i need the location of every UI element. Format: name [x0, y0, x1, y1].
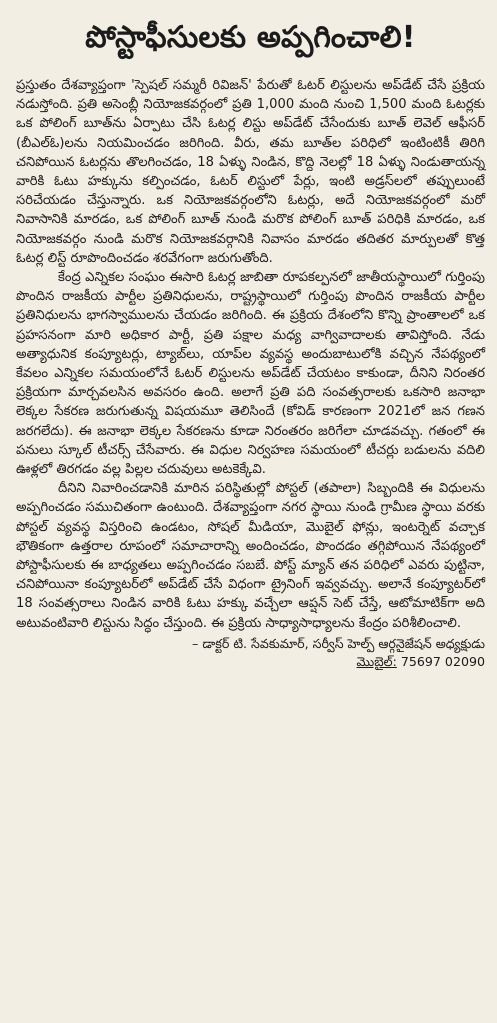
paragraph-3 [16, 479, 485, 633]
paragraph-1-text: ప్రస్తుతం దేశవ్యాప్తంగా 'స్పెషల్ సమ్మరీ రివిజన్' పేరుతో ఓటర్ లిస్టులను అప్‌డేట్ చేసే ప్రక్రియ నడుస్తోంది. ప్రతి అసెంబ్లీ నియోజకవర్గంలో ప్రతి 1,000 మంది నుంచి 1,500 మంది ఓటర్లకు ఒక పోలింగ్ బూత్‌ను ఏర్పాటు చేసి ఓటర్ల లిస్టు అప్‌డేట్ చేసేందుకు బూత్ లెవెల్ ఆఫీసర్ (బీఎల్ఓ)లను నియమించడం జరిగింది. వీరు, తమ బూత్‌ల పరిధిలో ఇంటింటికీ తిరిగి చనిపోయిన ఓటర్లను తొలగించడం, 18 ఏళ్ళు నిండిన, కొద్ది నెలల్లో 18 ఏళ్ళు నిండుతాయన్న వారికి ఓటు హక్కును కల్పించడం, ఓటర్ లిస్టులో పేర్లు, ఇంటి అడ్రస్‌లలో తప్పులుంటే సరిచేయడం చేస్తున్నారు. ఒక నియోజకవర్గంలోని ఓటర్లు, అదే నియోజకవర్గంలో మరో నివాసానికి మారడం, ఒక పోలింగ్ బూత్ నుండి మరొక పోలింగ్ బూత్ పరిధికి మారడం, ఒక నియోజకవర్గం నుండి మరొక నియోజకవర్గానికి నివాసం మారడం తదితర మార్పులతో కొత్త ఓటర్ల లిస్ట్ రూపొందించడం శరవేగంగా జరుగుతోంది. [16, 78, 485, 266]
mobile-number: 75697 02090 [400, 653, 485, 669]
letter-headline: పోస్టాఫీసులకు అప్పగించాలి! [85, 20, 416, 55]
paragraph-2-text: కేంద్ర ఎన్నికల సంఘం ఈసారి ఓటర్ల జాబితా రూపకల్పనలో జాతీయస్థాయిలో గుర్తింపు పొందిన రాజకీయ పార్టీల ప్రతినిధులను, రాష్ట్రస్థాయిలో గుర్తింపు పొందిన రాజకీయ పార్టీల ప్రతినిధులను భాగస్వాములను చేయడం జరిగింది. ఈ ప్రక్రియ దేశంలోని కొన్ని ప్రాంతాలలో ఒక ప్రహసనంగా మారి అధికార పార్టీ, ప్రతి పక్షాల మధ్య వాగ్వివాదాలకు తావిస్తోంది. నేడు అత్యాధునిక కంప్యూటర్లు, ట్యాబ్‌లు, యాప్‌ల వ్యవస్థ అందుబాటులోకి వచ్చిన నేపథ్యంలో కేవలం ఎన్నికల సమయంలోనే ఓటర్ లిస్టులను అప్‌డేట్ చేయటం కాకుండా, దీనిని నిరంతర ప్రక్రియగా మార్చవలసిన అవసరం ఉంది. అలాగే ప్రతి పది సంవత్సరాలకు ఒకసారి జనాభా లెక్కల సేకరణ జరుగుతున్న విషయమూ తెలిసిందే (కోవిడ్ కారణంగా 2021లో జన గణన జరగలేదు). ఈ జనాభా లెక్కల సేకరణను కూడా నిరంతరం జరిగేలా చూడవచ్చు. గతంలో ఈ పనులు స్కూల్ టీచర్స్ చేసేవారు. ఈ విధుల నిర్వహణ సమయంలో టీచర్లు బడులను వదిలి ఊళ్లలో తిరగడం వల్ల పిల్లల చదువులు అటకెక్కేవి. [16, 270, 485, 478]
mobile-label: మొబైల్: [356, 653, 397, 669]
paragraph-2 [16, 268, 485, 479]
letter-body [16, 76, 485, 633]
paragraph-3-text: దీనిని నివారించడానికి మారిన పరిస్థితుల్లో పోస్టల్ (తపాలా) సిబ్బందికి ఈ విధులను అప్పగించడం సముచితంగా ఉంటుంది. దేశవ్యాప్తంగా నగర స్థాయి నుండి గ్రామీణ స్థాయి వరకు పోస్టల్ వ్యవస్థ విస్తరించి ఉండటం, సోషల్ మీడియా, మొబైల్ ఫోన్లు, ఇంటర్నెట్ వచ్చాక భౌతికంగా ఉత్తరాల రూపంలో సమాచారాన్ని అందించడం, పొందడం తగ్గిపోయిన నేపథ్యంలో పోస్టాఫీసులకు ఈ బాధ్యతలు అప్పగించడం సబబే. పోస్ట్ మ్యాన్ తన పరిధిలో ఎవరు పుట్టినా, చనిపోయినా కంప్యూటర్‌లో అప్‌డేట్ చేసే విధంగా ట్రైనింగ్ ఇవ్వవచ్చు. అలానే కంప్యూటర్‌లో 18 సంవత్సరాలు నిండిన వారికి ఓటు హక్కు వచ్చేలా ఆప్షన్ సెట్ చేస్తే, ఆటోమాటిక్‌గా అది అటువంటివారి లిస్టును సిద్ధం చేస్తుంది. ఈ ప్రక్రియ సాధ్యాసాధ్యాలను కేంద్రం పరిశీలించాలి. [16, 481, 485, 631]
author-mobile [16, 653, 485, 671]
author-byline: – డాక్టర్ టి. సేవకుమార్, సర్వీస్ హెల్ప్ ఆర్గనైజేషన్ అధ్యక్షుడు [192, 635, 485, 651]
paragraph-1 [16, 76, 485, 268]
